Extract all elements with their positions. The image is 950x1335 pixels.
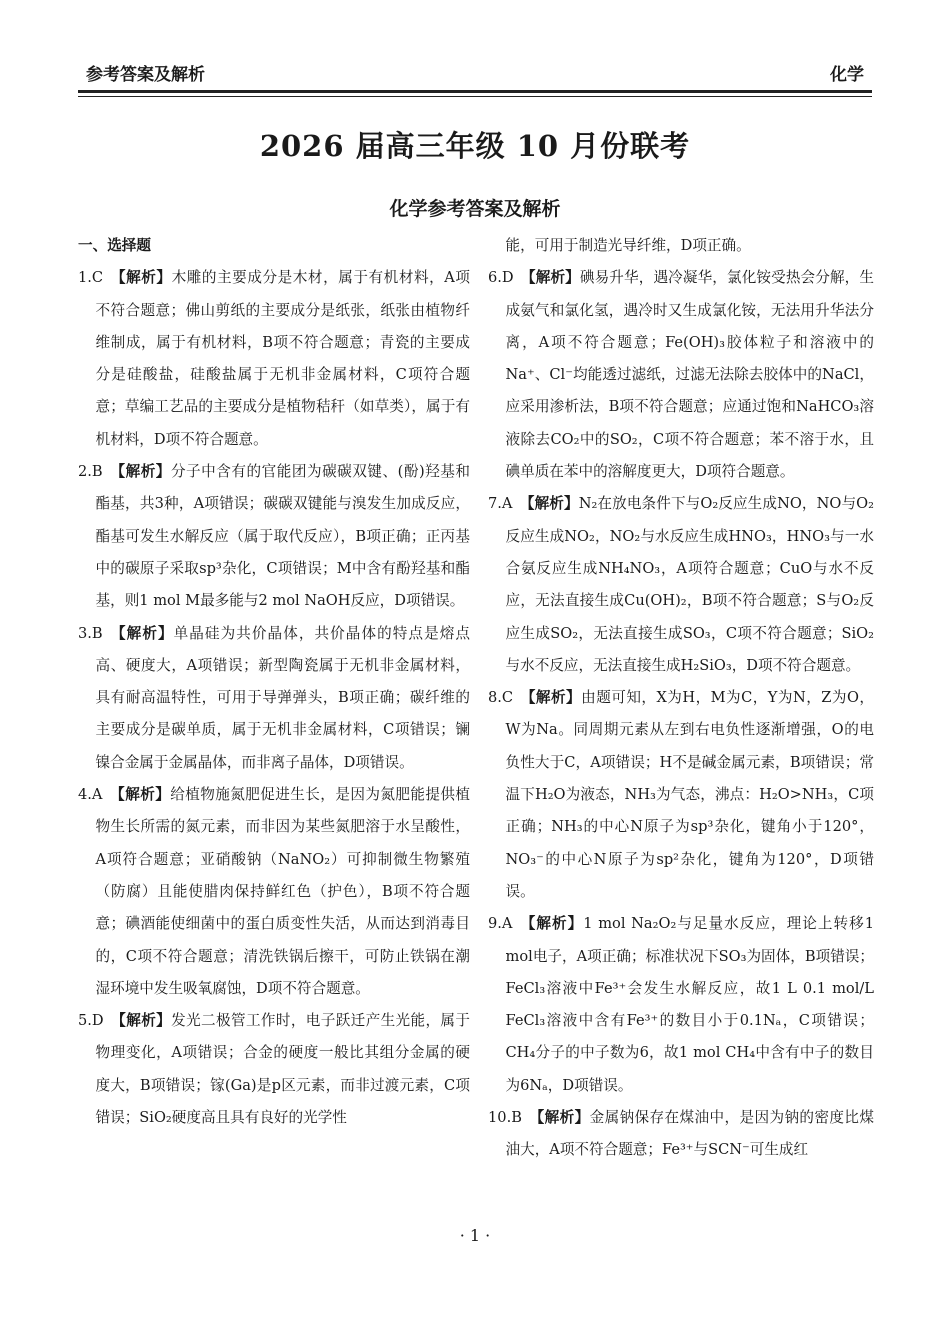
- section-title: 一、选择题: [78, 237, 151, 254]
- answer-item-6: [488, 262, 874, 488]
- answer-text: 给植物施氮肥促进生长，是因为氮肥能提供植物生长所需的氮元素，而非因为某些氮肥溶于水呈酸性，A项符合题意；亚硝酸钠（NaNO₂）可抑制微生物繁殖（防腐）且能使腊肉保持鲜红色（护色），B项不符合题意；碘酒能使细菌中的蛋白质变性失活，从而达到消毒目的，C项不符合题意；清洗铁锅后擦干，可防止铁锅在潮湿环境中发生吸氧腐蚀，D项不符合题意。: [95, 786, 470, 997]
- answer-number: 8.C: [488, 689, 514, 707]
- analysis-tag: 【解析】: [109, 786, 171, 804]
- answer-item-8: [488, 682, 874, 908]
- header-rule-thin: [78, 96, 872, 97]
- answer-text: 分子中含有的官能团为碳碳双键、(酚)羟基和酯基，共3种，A项错误；碳碳双键能与溴发生加成反应，酯基可发生水解反应（属于取代反应），B项正确；正丙基中的碳原子采取sp³杂化，C项错误；M中含有酚羟基和酯基，则1 mol M最多能与2 mol NaOH反应，D项错误。: [95, 463, 470, 610]
- answer-number: 3.B: [78, 624, 103, 642]
- right-column: [488, 230, 874, 1167]
- answer-item-7: [488, 488, 874, 682]
- analysis-tag: 【解析】: [529, 1109, 590, 1127]
- header-right: 化学: [830, 65, 864, 85]
- answer-number: 10.B: [488, 1109, 522, 1127]
- answer-number: 2.B: [78, 463, 103, 481]
- page-subtitle: 化学参考答案及解析: [389, 198, 561, 220]
- answer-number: 5.D: [78, 1012, 104, 1030]
- analysis-tag: 【解析】: [520, 689, 582, 707]
- answer-number: 1.C: [78, 269, 104, 287]
- answer-number: 9.A: [488, 915, 513, 933]
- answer-text: 单晶硅为共价晶体，共价晶体的特点是熔点高、硬度大，A项错误；新型陶瓷属于无机非金属材料，具有耐高温特性，可用于导弹弹头，B项正确；碳纤维的主要成分是碳单质，属于无机非金属材料，C项错误；镧镍合金属于金属晶体，而非离子晶体，D项错误。: [95, 624, 470, 771]
- analysis-tag: 【解析】: [519, 495, 579, 513]
- answer-number: 7.A: [488, 495, 513, 513]
- answer-item-3: [78, 618, 470, 779]
- answer-text: 金属钠保存在煤油中，是因为钠的密度比煤油大，A项不符合题意；Fe³⁺与SCN⁻可生成红: [505, 1109, 874, 1159]
- page-number: · 1 ·: [459, 1226, 491, 1245]
- continued-text: 能，可用于制造光导纤维，D项正确。: [505, 237, 751, 254]
- answer-text: 1 mol Na₂O₂与足量水反应，理论上转移1 mol电子，A项正确；标准状况下SO₃为固体，B项错误；FeCl₃溶液中Fe³⁺会发生水解反应，故1 L 0.1 mol/L FeCl₃溶液中含有Fe³⁺的数目小于0.1Nₐ，C项错误；CH₄分子的中子数为6，故1 mol CH₄中含有中子的数目为6Nₐ，D项错误。: [505, 915, 874, 1094]
- analysis-tag: 【解析】: [519, 915, 584, 933]
- answer-item-1: [78, 262, 470, 456]
- answer-text: 发光二极管工作时，电子跃迁产生光能，属于物理变化，A项错误；合金的硬度一般比其组分金属的硬度大，B项错误；镓(Ga)是p区元素，而非过渡元素，C项错误；SiO₂硬度高且具有良好的光学性: [95, 1012, 470, 1127]
- answer-item-4: [78, 779, 470, 1005]
- answer-text: N₂在放电条件下与O₂反应生成NO，NO与O₂反应生成NO₂，NO₂与水反应生成HNO₃，HNO₃与一水合氨反应生成NH₄NO₃，A项符合题意；CuO与水不反应，无法直接生成Cu(OH)₂，B项不符合题意；S与O₂反应生成SO₂，无法直接生成SO₃，C项不符合题意；SiO₂与水不反应，无法直接生成H₂SiO₃，D项不符合题意。: [505, 495, 874, 674]
- answer-item-9: [488, 908, 874, 1102]
- answer-item-5: [78, 1005, 470, 1134]
- answer-item-10: [488, 1102, 874, 1167]
- answer-number: 6.D: [488, 269, 514, 287]
- answer-text: 由题可知，X为H，M为C，Y为N，Z为O，W为Na。同周期元素从左到右电负性逐渐增强，O的电负性大于C，A项错误；H不是碱金属元素，B项错误；常温下H₂O为液态，NH₃为气态，沸点：H₂O>NH₃，C项正确；NH₃的中心N原子为sp³杂化，键角小于120°，NO₃⁻的中心N原子为sp²杂化，键角为120°，D项错误。: [505, 689, 874, 900]
- analysis-tag: 【解析】: [109, 463, 171, 481]
- page-title: 2026 届高三年级 10 月份联考: [259, 129, 691, 163]
- answer-text: 木雕的主要成分是木材，属于有机材料，A项不符合题意；佛山剪纸的主要成分是纸张，纸张由植物纤维制成，属于有机材料，B项不符合题意；青瓷的主要成分是硅酸盐，硅酸盐属于无机非金属材料，C项符合题意；草编工艺品的主要成分是植物秸秆（如草类），属于有机材料，D项不符合题意。: [95, 269, 470, 448]
- analysis-tag: 【解析】: [109, 624, 174, 642]
- answer-text: 碘易升华，遇冷凝华，氯化铵受热会分解，生成氨气和氯化氢，遇冷时又生成氯化铵，无法用升华法分离，A项不符合题意；Fe(OH)₃胶体粒子和溶液中的Na⁺、Cl⁻均能透过滤纸，过滤无法除去胶体中的NaCl，应采用渗析法，B项不符合题意；应通过饱和NaHCO₃溶液除去CO₂中的SO₂，C项不符合题意；苯不溶于水，且碘单质在苯中的溶解度更大，D项符合题意。: [505, 269, 874, 481]
- answer-number: 4.A: [78, 786, 103, 804]
- left-column: [78, 230, 470, 1134]
- header-rule-thick: [78, 90, 872, 93]
- analysis-tag: 【解析】: [520, 269, 580, 287]
- analysis-tag: 【解析】: [110, 1012, 172, 1030]
- answer-item-2: [78, 456, 470, 617]
- header-left: 参考答案及解析: [86, 65, 205, 85]
- analysis-tag: 【解析】: [110, 269, 172, 287]
